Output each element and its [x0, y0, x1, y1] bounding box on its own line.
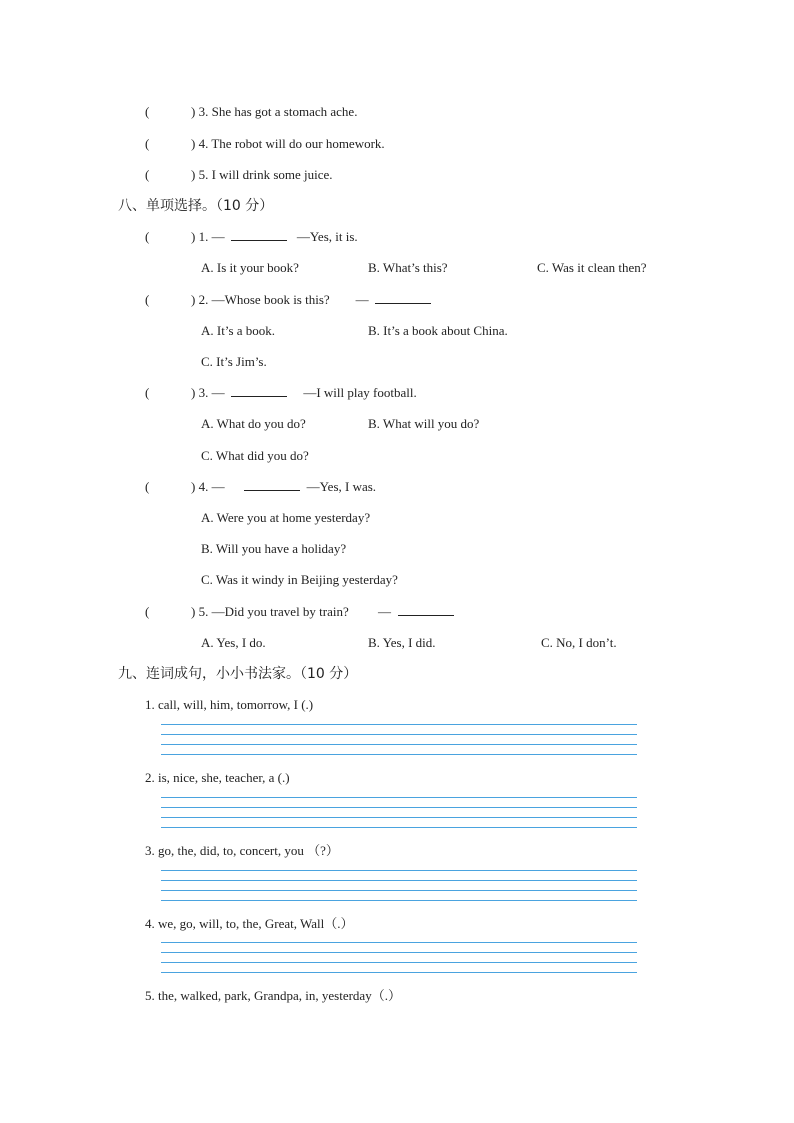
s8-q4-option-b: B. Will you have a holiday?: [201, 541, 347, 556]
answer-paren-open[interactable]: (: [145, 229, 150, 244]
s8-q4-option-a: A. Were you at home yesterday?: [201, 510, 371, 525]
answer-paren-open[interactable]: (: [145, 167, 150, 182]
s9-item-3: 3. go, the, did, to, concert, you （?）: [145, 843, 339, 858]
section9-title: 九、连词成句，小小书法家。（10 分）: [118, 666, 358, 682]
s8-q1: [145, 229, 358, 245]
s9-item-2: 2. is, nice, she, teacher, a (.): [145, 770, 290, 785]
s8-q1-option-b: B. What’s this?: [368, 260, 448, 275]
s8-q4-option-c: C. Was it windy in Beijing yesterday?: [201, 572, 398, 587]
answer-paren-close: ): [191, 479, 196, 494]
s9-item-1: 1. call, will, him, tomorrow, I (.): [145, 697, 314, 712]
writing-lines[interactable]: [161, 724, 637, 754]
writing-lines[interactable]: [161, 870, 637, 900]
answer-paren-close: ): [191, 292, 196, 307]
s7-q4: [145, 136, 385, 152]
s9-item-5: 5. the, walked, park, Grandpa, in, yesterday（.）: [145, 988, 401, 1003]
s8-q5-option-a: A. Yes, I do.: [201, 635, 266, 650]
s8-q1-num: 1. —: [198, 229, 225, 244]
s8-q3-option-c: C. What did you do?: [201, 448, 309, 463]
s9-item-4: 4. we, go, will, to, the, Great, Wall（.）: [145, 916, 354, 931]
s8-q3: [145, 385, 417, 401]
s8-q3-option-b: B. What will you do?: [368, 416, 480, 431]
s8-q1-option-c: C. Was it clean then?: [537, 260, 647, 275]
section8-title: 八、单项选择。（10 分）: [118, 198, 274, 214]
answer-paren-open[interactable]: (: [145, 104, 150, 119]
answer-paren-close: ): [191, 385, 196, 400]
s8-q5-num: 5. —Did you travel by train?: [198, 604, 349, 619]
s7-q5-text: 5. I will drink some juice.: [198, 167, 333, 182]
s7-q3-text: 3. She has got a stomach ache.: [198, 104, 358, 119]
s8-q1-option-a: A. Is it your book?: [201, 260, 299, 275]
s8-q5-option-c: C. No, I don’t.: [541, 635, 617, 650]
answer-paren-open[interactable]: (: [145, 136, 150, 151]
fill-blank[interactable]: [244, 479, 300, 491]
s8-q4-answer: —Yes, I was.: [306, 479, 377, 494]
s8-q2-num: 2. —Whose book is this?: [198, 292, 330, 307]
s8-q2-option-c: C. It’s Jim’s.: [201, 354, 267, 369]
fill-blank[interactable]: [231, 385, 287, 397]
answer-paren-open[interactable]: (: [145, 604, 150, 619]
s8-q2-option-a: A. It’s a book.: [201, 323, 276, 338]
writing-lines[interactable]: [161, 942, 637, 972]
s8-q4-num: 4. —: [198, 479, 225, 494]
s7-q5: [145, 167, 333, 183]
s7-q4-text: 4. The robot will do our homework.: [198, 136, 385, 151]
s8-q2-dash: —: [355, 292, 369, 307]
s8-q5-option-b: B. Yes, I did.: [368, 635, 436, 650]
s8-q5-dash: —: [378, 604, 392, 619]
s8-q4: [145, 479, 376, 495]
s8-q1-answer: —Yes, it is.: [296, 229, 358, 244]
s8-q2-option-b: B. It’s a book about China.: [368, 323, 508, 338]
answer-paren-open[interactable]: (: [145, 385, 150, 400]
s8-q5: [145, 604, 454, 620]
answer-paren-close: ): [191, 136, 196, 151]
s8-q3-num: 3. —: [198, 385, 225, 400]
s8-q2: [145, 292, 431, 308]
fill-blank[interactable]: [398, 604, 454, 616]
s8-q3-answer: —I will play football.: [303, 385, 417, 400]
writing-lines[interactable]: [161, 797, 637, 827]
answer-paren-close: ): [191, 104, 196, 119]
answer-paren-open[interactable]: (: [145, 292, 150, 307]
fill-blank[interactable]: [375, 292, 431, 304]
fill-blank[interactable]: [231, 229, 287, 241]
s8-q3-option-a: A. What do you do?: [201, 416, 306, 431]
answer-paren-close: ): [191, 229, 196, 244]
answer-paren-open[interactable]: (: [145, 479, 150, 494]
answer-paren-close: ): [191, 167, 196, 182]
answer-paren-close: ): [191, 604, 196, 619]
s7-q3: [145, 104, 357, 120]
